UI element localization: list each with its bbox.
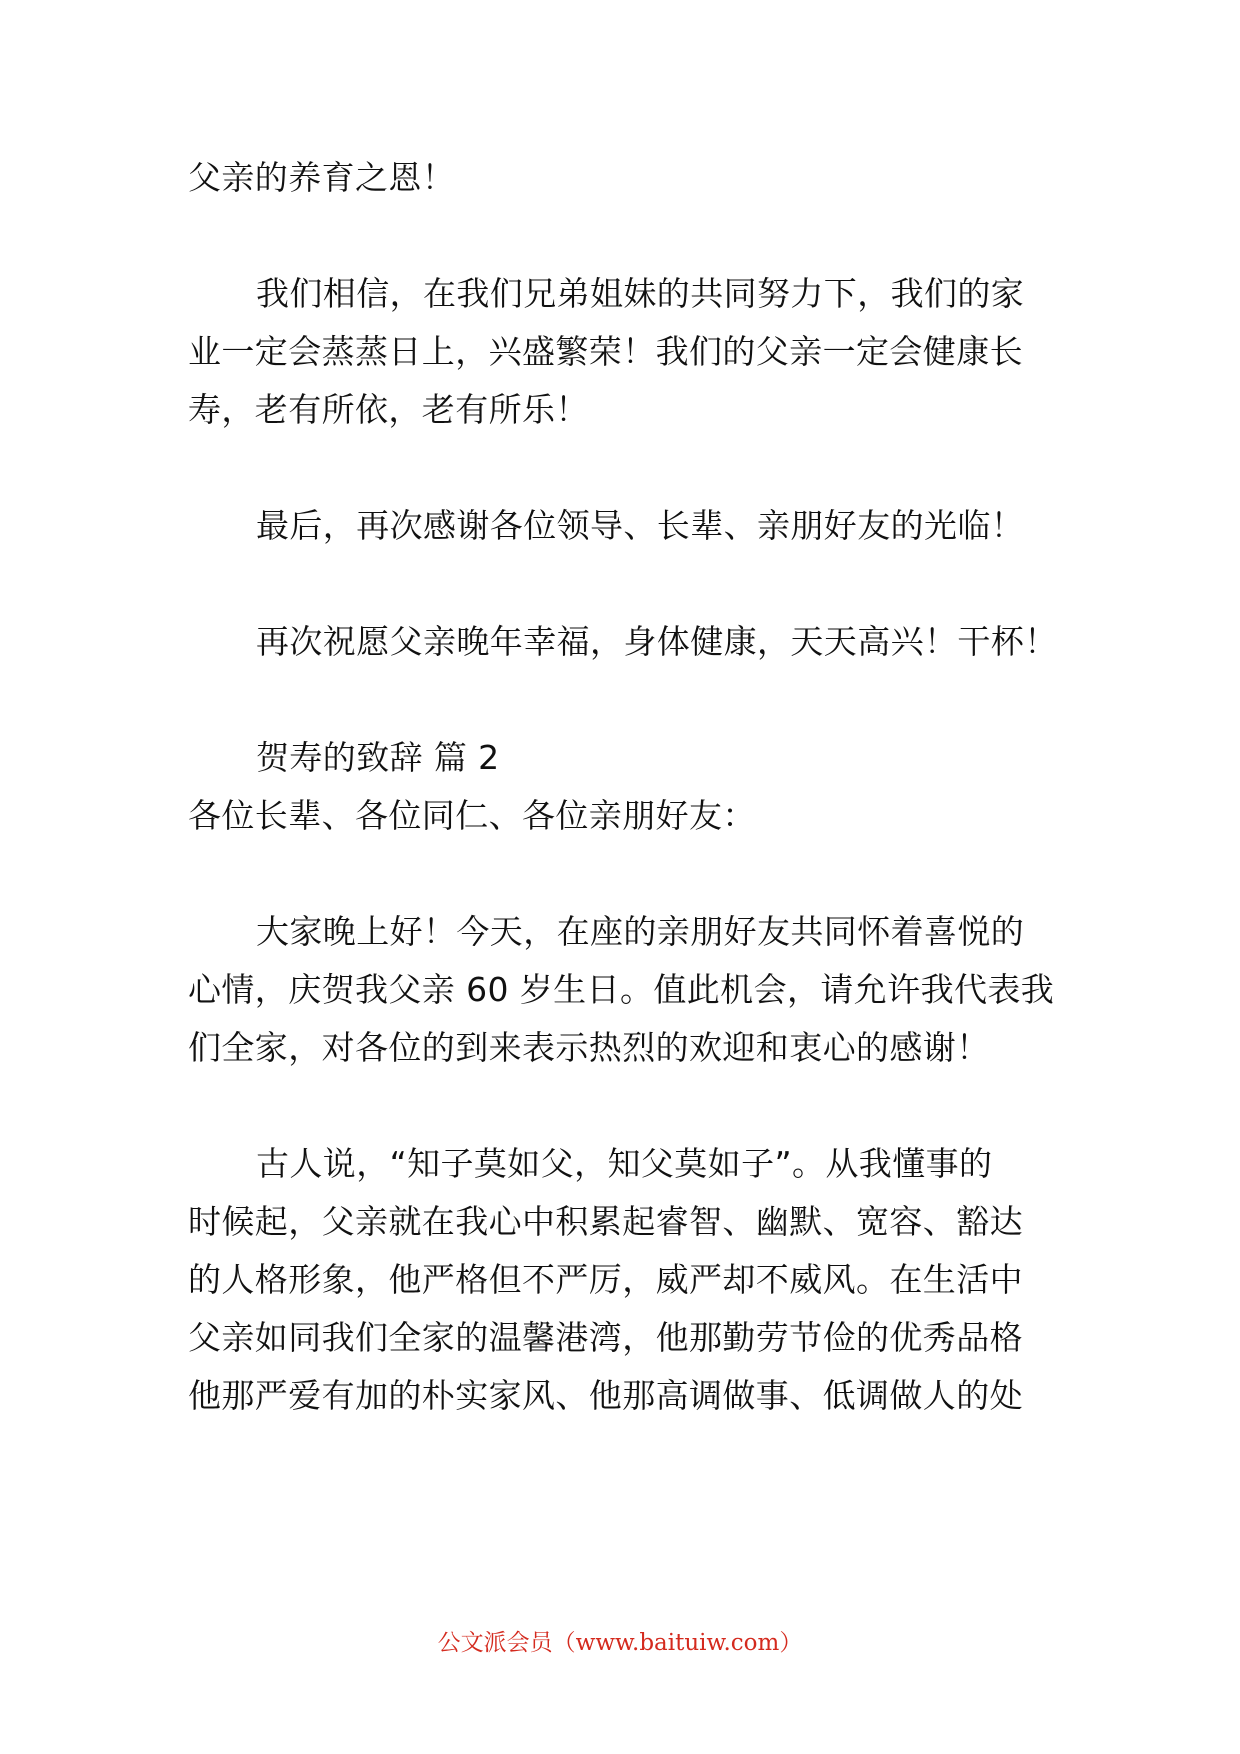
text-line: 们全家，对各位的到来表示热烈的欢迎和衷心的感谢！ xyxy=(188,1028,990,1067)
salutation: 各位长辈、各位同仁、各位亲朋好友： xyxy=(188,796,756,835)
text-line: 的人格形象，他严格但不严厉，威严却不威风。在生活中 xyxy=(188,1260,1023,1299)
text-line: 心情，庆贺我父亲 60 岁生日。值此机会，请允许我代表我 xyxy=(188,970,1055,1009)
text-line: 他那严爱有加的朴实家风、他那高调做事、低调做人的处 xyxy=(188,1376,1023,1415)
text-line: 业一定会蒸蒸日上，兴盛繁荣！我们的父亲一定会健康长 xyxy=(188,332,1023,371)
text-line: 父亲的养育之恩！ xyxy=(188,158,456,197)
text-line: 最后，再次感谢各位领导、长辈、亲朋好友的光临！ xyxy=(256,506,1025,545)
text-line: 寿，老有所依，老有所乐！ xyxy=(188,390,589,429)
text-line: 时候起，父亲就在我心中积累起睿智、幽默、宽容、豁达 xyxy=(188,1202,1023,1241)
footer-watermark: 公文派会员（www.baituiw.com） xyxy=(437,1630,803,1656)
text-line: 再次祝愿父亲晚年幸福，身体健康，天天高兴！干杯！ xyxy=(256,622,1058,661)
text-line: 古人说，“知子莫如父，知父莫如子”。从我懂事的 xyxy=(256,1144,993,1183)
text-line: 父亲如同我们全家的温馨港湾，他那勤劳节俭的优秀品格 xyxy=(188,1318,1023,1357)
text-line: 大家晚上好！今天，在座的亲朋好友共同怀着喜悦的 xyxy=(256,912,1025,951)
section-heading: 贺寿的致辞 篇 2 xyxy=(256,738,500,777)
text-line: 我们相信，在我们兄弟姐妹的共同努力下，我们的家 xyxy=(256,274,1025,313)
